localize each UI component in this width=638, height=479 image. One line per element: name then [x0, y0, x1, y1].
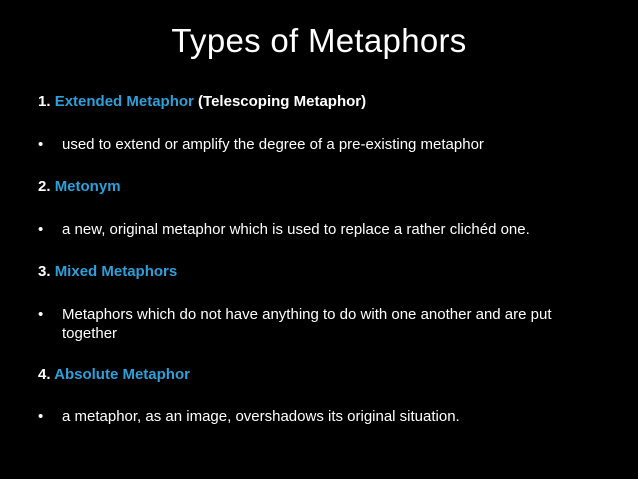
- metaphor-description-4: [38, 407, 618, 426]
- metaphor-description-3: [38, 305, 598, 343]
- item-number: 3.: [38, 263, 55, 280]
- bullet-point: •: [38, 408, 44, 425]
- item-number: 2.: [38, 178, 55, 195]
- description-text: a new, original metaphor which is used to replace a rather clichéd one.: [62, 221, 530, 238]
- metaphor-heading-3: [38, 262, 618, 281]
- metaphor-description-2: [38, 220, 618, 239]
- metaphor-heading-2: [38, 177, 618, 196]
- description-text: used to extend or amplify the degree of a pre-existing metaphor: [62, 136, 484, 153]
- metaphor-heading-1: [38, 92, 618, 111]
- metaphor-description-1: [38, 135, 618, 154]
- slide-title: Types of Metaphors: [171, 22, 467, 59]
- metaphor-name: Mixed Metaphors: [54, 263, 178, 280]
- bullet-point: •: [38, 306, 44, 323]
- metaphor-name: Metonym: [54, 178, 121, 195]
- item-number: 1.: [38, 93, 55, 110]
- metaphor-name: Absolute Metaphor: [54, 366, 190, 383]
- bullet-point: •: [38, 136, 44, 153]
- metaphor-name: Extended Metaphor: [54, 93, 194, 110]
- item-number: 4.: [38, 366, 55, 383]
- metaphor-heading-4: [38, 365, 618, 384]
- description-text: a metaphor, as an image, overshadows its original situation.: [62, 408, 460, 425]
- bullet-point: •: [38, 221, 44, 238]
- description-text: Metaphors which do not have anything to do with one another and are put together: [62, 306, 552, 342]
- metaphor-alt-name: (Telescoping Metaphor): [193, 93, 367, 110]
